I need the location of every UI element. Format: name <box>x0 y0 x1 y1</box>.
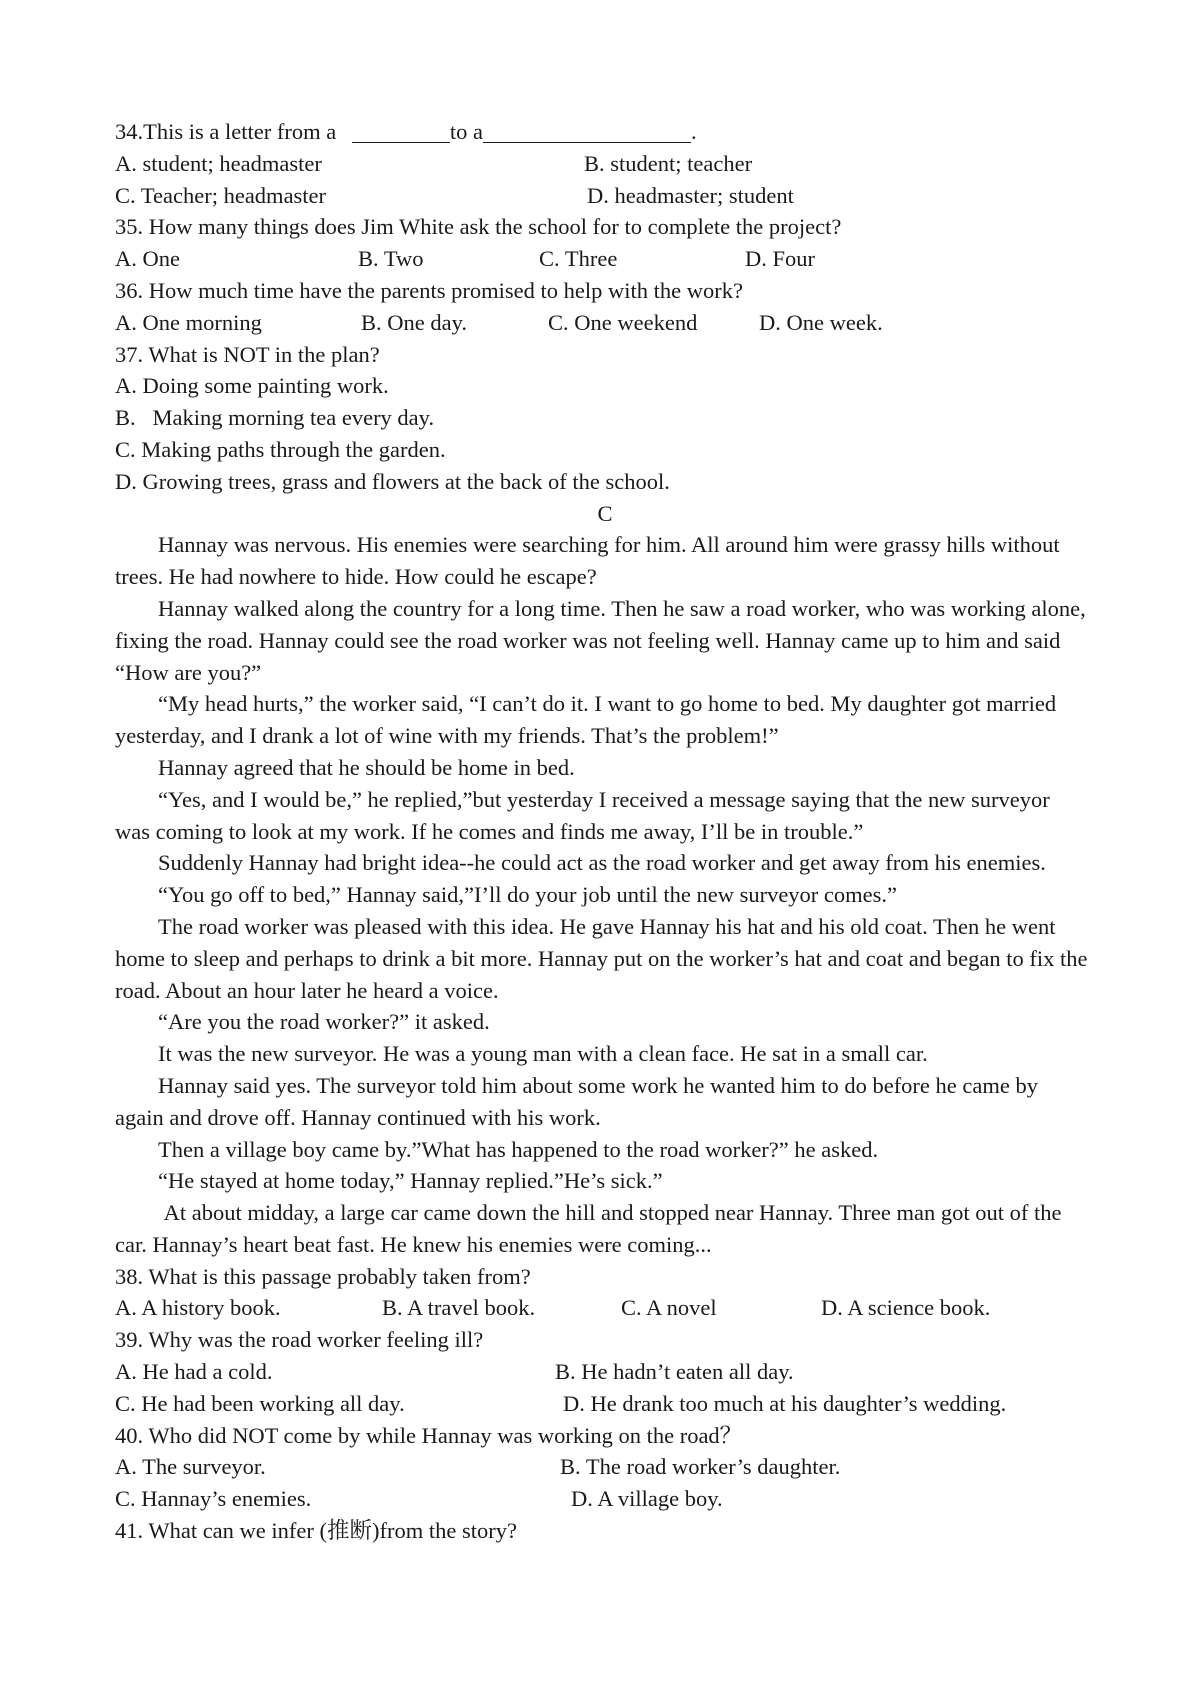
question-35-option-a: A. One <box>115 246 180 272</box>
exam-page <box>115 116 1090 1547</box>
question-39-stem: 39. Why was the road worker feeling ill? <box>115 1327 484 1353</box>
question-34-option-c: C. Teacher; headmaster <box>115 182 327 208</box>
question-34-options-row-2 <box>115 180 1090 212</box>
question-40-option-c: C. Hannay’s enemies. <box>115 1486 312 1512</box>
passage-paragraph-11: Hannay said yes. The surveyor told him about some work he wanted him to do before he came by again and drove off. Hannay continued with his work. <box>115 1072 1038 1130</box>
question-40-options-row-1 <box>115 1451 1090 1483</box>
passage-paragraph-12: Then a village boy came by.”What has happened to the road worker?” he asked. <box>158 1136 879 1162</box>
question-38-options <box>115 1292 1090 1324</box>
question-37-option-a: A. Doing some painting work. <box>115 373 389 399</box>
passage-paragraph-6: Suddenly Hannay had bright idea--he could act as the road worker and get away from his enemies. <box>158 850 1046 876</box>
passage-paragraph-4: Hannay agreed that he should be home in bed. <box>158 754 575 780</box>
section-heading-c: C <box>597 500 613 526</box>
passage-paragraph-14: At about midday, a large car came down the hill and stopped near Hannay. Three man got out of the car. Hannay’s heart beat fast. He knew his enemies were coming... <box>115 1200 1068 1257</box>
question-41-stem: 41. What can we infer (推断)from the story? <box>115 1518 517 1544</box>
passage-paragraph-1: Hannay was nervous. His enemies were searching for him. All around him were grassy hills without trees. He had nowhere to hide. How could he escape? <box>115 532 1060 590</box>
passage-paragraph-8: The road worker was pleased with this idea. He gave Hannay his hat and his old coat. Then he went home to sleep and perhaps to drink a bit more. Hannay put on the worker’s hat and coat and began to fix the road. About an hour later he heard a voice. <box>115 913 1088 1003</box>
question-39-option-b: B. He hadn’t eaten all day. <box>555 1359 794 1385</box>
question-35-option-b: B. Two <box>358 246 424 272</box>
question-36-option-a: A. One morning <box>115 309 262 335</box>
question-34-option-d: D. headmaster; student <box>587 182 794 208</box>
question-34-options-row-1 <box>115 148 1090 180</box>
question-37-option-d: D. Growing trees, grass and flowers at the back of the school. <box>115 468 670 494</box>
question-36-option-b: B. One day. <box>361 309 468 335</box>
question-38-option-a: A. A history book. <box>115 1295 281 1321</box>
question-35-option-c: C. Three <box>539 246 618 272</box>
question-37-stem: 37. What is NOT in the plan? <box>115 341 380 367</box>
question-35-stem: 35. How many things does Jim White ask the school for to complete the project? <box>115 214 842 240</box>
question-37-option-b: B. Making morning tea every day. <box>115 405 435 431</box>
passage-paragraph-2: Hannay walked along the country for a long time. Then he saw a road worker, who was working alone, fixing the road. Hannay could see the road worker was not feeling well. Hannay came up to him and said “How are you?” <box>115 595 1086 685</box>
question-34-stem-end: . <box>690 119 697 144</box>
question-39-option-a: A. He had a cold. <box>115 1359 273 1385</box>
passage-paragraph-10: It was the new surveyor. He was a young man with a clean face. He sat in a small car. <box>158 1041 928 1067</box>
question-34-stem-middle: to a <box>449 119 483 144</box>
question-36-stem: 36. How much time have the parents promised to help with the work? <box>115 277 743 303</box>
answer-blank-1 <box>352 120 450 143</box>
question-39-options-row-2 <box>115 1388 1090 1420</box>
question-38-option-d: D. A science book. <box>821 1295 991 1321</box>
answer-blank-2 <box>483 120 691 143</box>
question-36-option-c: C. One weekend <box>548 309 698 335</box>
question-37-option-c: C. Making paths through the garden. <box>115 436 446 462</box>
passage-paragraph-3: “My head hurts,” the worker said, “I can’t do it. I want to go home to bed. My daughter got married yesterday, and I drank a lot of wine with my friends. That’s the problem!” <box>115 691 1057 749</box>
question-35-options <box>115 243 1090 275</box>
question-40-option-d: D. A village boy. <box>571 1486 723 1512</box>
question-40-stem: 40. Who did NOT come by while Hannay was working on the road？ <box>115 1422 743 1448</box>
question-34-option-b: B. student; teacher <box>584 150 753 176</box>
question-40-option-a: A. The surveyor. <box>115 1454 266 1480</box>
passage-paragraph-9: “Are you the road worker?” it asked. <box>158 1009 490 1035</box>
question-34-stem-start: 34.This is a letter from a <box>115 119 342 144</box>
question-39-options-row-1 <box>115 1356 1090 1388</box>
question-38-stem: 38. What is this passage probably taken from? <box>115 1263 531 1289</box>
question-34-stem <box>115 116 1090 148</box>
passage-paragraph-7: “You go off to bed,” Hannay said,”I’ll do your job until the new surveyor comes.” <box>158 882 898 908</box>
question-36-option-d: D. One week. <box>759 309 883 335</box>
question-38-option-b: B. A travel book. <box>382 1295 536 1321</box>
question-40-options-row-2 <box>115 1483 1090 1515</box>
passage-paragraph-5: “Yes, and I would be,” he replied,”but yesterday I received a message saying that the new surveyor was coming to look at my work. If he comes and finds me away, I’ll be in trouble.” <box>115 786 1050 844</box>
question-38-option-c: C. A novel <box>621 1295 717 1321</box>
passage-paragraph-13: “He stayed at home today,” Hannay replied.”He’s sick.” <box>158 1168 663 1194</box>
question-39-option-d: D. He drank too much at his daughter’s wedding. <box>563 1390 1007 1416</box>
question-36-options <box>115 307 1090 339</box>
question-40-option-b: B. The road worker’s daughter. <box>560 1454 841 1480</box>
question-35-option-d: D. Four <box>745 246 816 272</box>
question-39-option-c: C. He had been working all day. <box>115 1390 405 1416</box>
question-34-option-a: A. student; headmaster <box>115 150 322 176</box>
